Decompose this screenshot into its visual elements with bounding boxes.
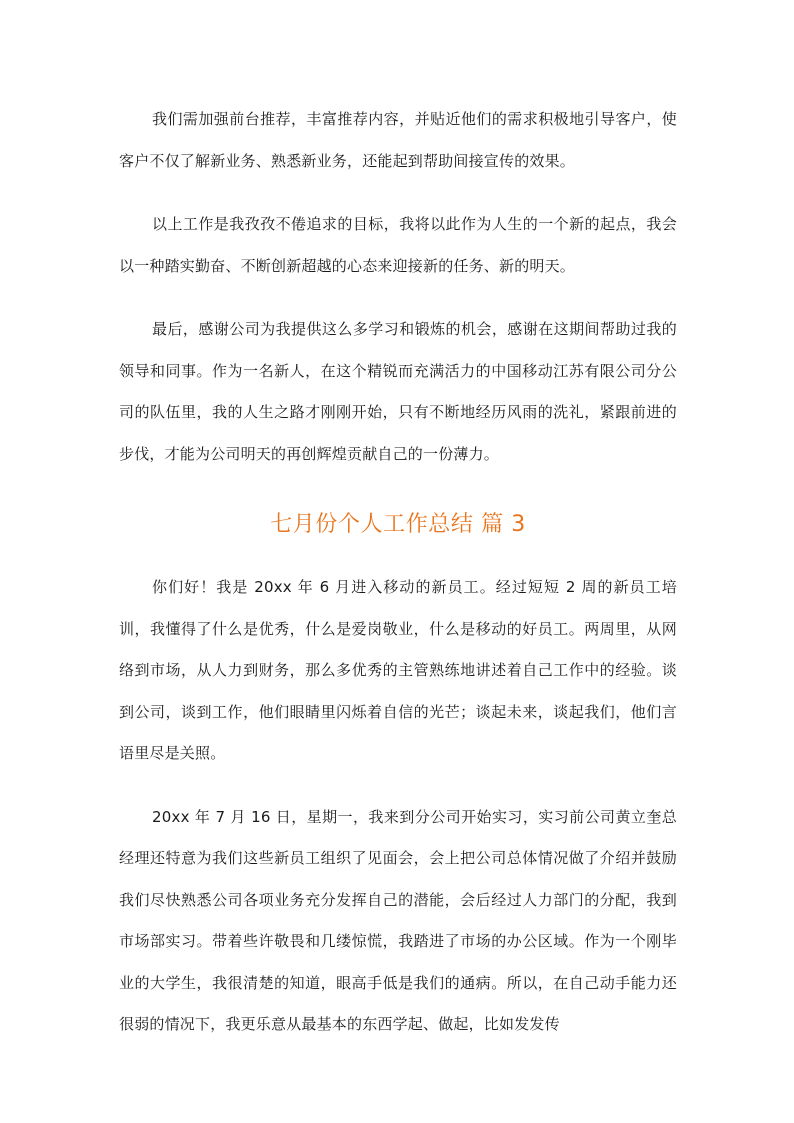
paragraph-recommendation: 我们需加强前台推荐，丰富推荐内容，并贴近他们的需求积极地引导客户，使客户不仅了解新业务、熟悉新业务，还能起到帮助间接宣传的效果。: [119, 110, 677, 170]
paragraph-greeting: 你们好！我是 20xx 年 6 月进入移动的新员工。经过短短 2 周的新员工培训，我懂得了什么是优秀，什么是爱岗敬业，什么是移动的好员工。两周里，从网络到市场，从人力到财务，那么多优秀的主管熟练地讲述着自己工作中的经验。谈到公司，谈到工作，他们眼睛里闪烁着自信的光芒；谈起未来，谈起我们，他们言语里尽是关照。: [119, 578, 677, 762]
paragraph-internship: 20xx 年 7 月 16 日，星期一，我来到分公司开始实习，实习前公司黄立奎总经理还特意为我们这些新员工组织了见面会，会上把公司总体情况做了介绍并鼓励我们尽快熟悉公司各项业务充分发挥自己的潜能，会后经过人力部门的分配，我到市场部实习。带着些许敬畏和几缕惊慌，我踏进了市场的办公区域。作为一个刚毕业的大学生，我很清楚的知道，眼高手低是我们的通病。所以，在自己动手能力还很弱的情况下，我更乐意从最基本的东西学起、做起，比如发发传: [119, 807, 677, 1033]
paragraph-goals: 以上工作是我孜孜不倦追求的目标，我将以此作为人生的一个新的起点，我会以一种踏实勤奋、不断创新超越的心态来迎接新的任务、新的明天。: [119, 215, 677, 275]
section-heading: 七月份个人工作总结 篇 3: [270, 512, 526, 537]
paragraph-thanks: 最后，感谢公司为我提供这么多学习和锻炼的机会，感谢在这期间帮助过我的领导和同事。作为一名新人，在这个精锐而充满活力的中国移动江苏有限公司分公司的队伍里，我的人生之路才刚刚开始，只有不断地经历风雨的洗礼，紧跟前进的步伐，才能为公司明天的再创辉煌贡献自己的一份薄力。: [119, 320, 677, 463]
document-body: [119, 99, 677, 1046]
